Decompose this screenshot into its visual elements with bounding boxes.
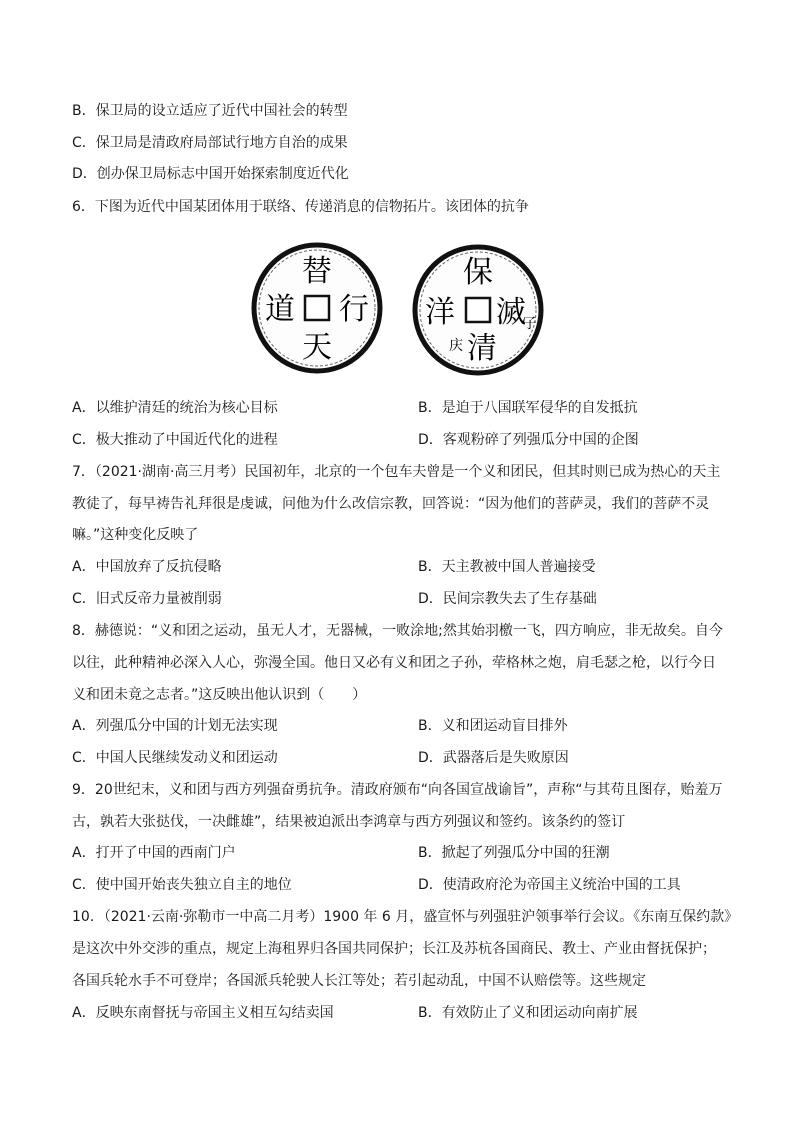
q6-option-c: C．极大推动了中国近代化的进程 [72,432,278,448]
q6-option-d: D．客观粉碎了列强瓜分中国的企图 [418,432,639,448]
square-hole [305,296,329,320]
q9-stem-line-2: 古，孰若大张挞伐，一决雌雄”，结果被迫派出李鸿章与西方列强议和签约。该条约的签订 [72,814,626,830]
q5-option-c: C．保卫局是清政府局部试行地方自治的成果 [72,135,348,151]
coin-char: 天 [302,330,332,365]
q9-row-1 [72,843,610,863]
q8-option-b: B．义和团运动盲目排外 [418,718,568,734]
q6-row-2 [72,430,639,450]
q7-stem-line-1: 7．（2021·湖南·高三月考）民国初年，北京的一个包车夫曾是一个义和团民，但其时则已成为热心的天主 [72,464,721,480]
q6-row-1 [72,398,638,418]
q10-stem-line-1: 10．（2021·云南·弥勒市一中高二月考）1900 年 6 月，盛宣怀与列强驻沪领事举行会议。《东南互保约款》 [72,909,739,925]
q8-option-c: C．中国人民继续发动义和团运动 [72,750,278,766]
coin-right [415,247,541,373]
coin-char: 行 [339,292,369,327]
q7-stem-line-2: 教徒了，每早祷告礼拜很是虔诚，问他为什么改信宗教，回答说：“因为他们的菩萨灵，我们的菩萨不灵 [72,496,710,512]
coin-char: 替 [302,254,332,289]
q9-option-d: D．使清政府沦为帝国主义统治中国的工具 [418,877,681,893]
coin-left [254,245,380,371]
q10-option-a: A．反映东南督抚与帝国主义相互勾结卖国 [72,1005,334,1021]
q6-option-a: A．以维护清廷的统治为核心目标 [72,400,278,416]
q8-stem-line-2: 以往，此种精神必深入人心，弥漫全国。他日又必有义和团之子孙，荦格林之炮，肩毛瑟之枪，以行今日 [72,655,716,671]
q8-option-a: A．列强瓜分中国的计划无法实现 [72,718,278,734]
q10-option-b: B．有效防止了义和团运动向南扩展 [418,1005,638,1021]
coin-char: 道 [265,292,295,327]
q7-option-c: C．旧式反帝力量被削弱 [72,591,222,607]
square-hole [466,298,490,322]
q7-option-b: B．天主教被中国人普遍接受 [418,559,596,575]
q9-option-a: A．打开了中国的西南门户 [72,845,236,861]
q8-stem-line-3: 义和团未竟之志者。”这反映出他认识到（ ） [72,687,367,703]
q8-option-d: D．武器落后是失败原因 [418,750,569,766]
q7-stem-line-3: 嘛。”这种变化反映了 [72,527,199,543]
q7-row-2 [72,589,597,609]
q8-stem-line-1: 8．赫德说：“义和团之运动，虽无人才，无器械，一败涂地;然其始羽檄一飞，四方响应，非无故矣。自今 [72,623,723,639]
q10-stem-line-3: 各国兵轮水手不可登岸；各国派兵轮驶人长江等处；若引起动乱，中国不认赔偿等。这些规定 [72,973,646,989]
q6-stem: 6．下图为近代中国某团体用于联络、传递消息的信物拓片。该团体的抗争 [72,199,529,215]
q7-option-a: A．中国放弃了反抗侵略 [72,559,222,575]
q9-option-c: C．使中国开始丧失独立自主的地位 [72,877,292,893]
coin-rubbing-figure [250,236,550,381]
q5-option-b: B．保卫局的设立适应了近代中国社会的转型 [72,103,348,119]
coin-char: 保 [463,255,493,290]
q9-option-b: B．掀起了列强瓜分中国的狂潮 [418,845,610,861]
coin-char: 洋 [425,295,455,330]
q9-stem-line-1: 9．20世纪末，义和团与西方列强奋勇抗争。清政府颁布“向各国宣战谕旨”，声称“与其苟且图存，贻羞万 [72,782,723,798]
q7-row-1 [72,557,596,577]
coin-char-small: 庆 [449,338,463,354]
q10-row-1 [72,1003,638,1023]
coin-char-small: 子 [523,316,537,332]
q6-option-b: B．是迫于八国联军侵华的自发抵抗 [418,400,638,416]
q7-option-d: D．民间宗教失去了生存基础 [418,591,597,607]
q5-option-d: D．创办保卫局标志中国开始探索制度近代化 [72,166,349,182]
q8-row-1 [72,716,568,736]
coin-char: 滅 [496,295,526,330]
q8-row-2 [72,748,569,768]
q9-row-2 [72,875,681,895]
coin-char: 清 [467,331,497,366]
q10-stem-line-2: 是这次中外交涉的重点，规定上海租界归各国共同保护；长江及苏杭各国商民、教士、产业由督抚保护； [72,941,716,957]
